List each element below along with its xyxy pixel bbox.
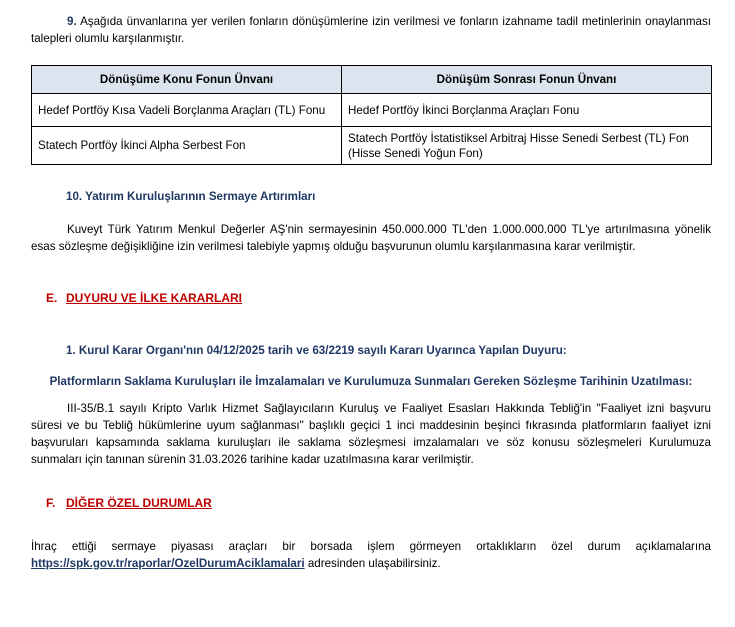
- section-f-text-after: adresinden ulaşabilirsiniz.: [304, 557, 441, 570]
- item10-paragraph: Kuveyt Türk Yatırım Menkul Değerler AŞ'nin sermayesinin 450.000.000 TL'den 1.000.000.000 TL'ye artırılmasına yönelik esas sözleşme değişikliğine izin verilmesi talebiyle yapmış olduğu başvurunun olumlu karşılanmasına karar verilmiştir.: [31, 223, 711, 253]
- section-e-sub1: 1. Kurul Karar Organı'nın 04/12/2025 tarih ve 63/2219 sayılı Kararı Uyarınca Yapılan Duyuru:: [66, 344, 567, 357]
- table-header-cell: Dönüşüm Sonrası Fonun Ünvanı: [342, 66, 712, 94]
- table-header-cell: Dönüşüme Konu Fonun Ünvanı: [32, 66, 342, 94]
- table-row: [32, 127, 712, 165]
- section-e-label: E.: [46, 291, 58, 305]
- table-cell: Statech Portföy İstatistiksel Arbitraj Hisse Senedi Serbest (TL) Fon (Hisse Senedi Yoğun Fon): [342, 127, 712, 165]
- section-e-paragraph: III-35/B.1 sayılı Kripto Varlık Hizmet Sağlayıcıların Kuruluş ve Faaliyet Esasları Hakkında Tebliğ'in "Faaliyet izni başvuru süresi ve bu Tebliğ hükümlerine uyum sağlanması" başlıklı geçici 1 inci maddesinin beşinci fıkrasında platformların faaliyet izni başvuruları kapsamında saklama kuruluşları ile saklama sözleşmesi imzalamaları ve söz konusu sözleşmeleri Kurulumuza sunmaları için tanınan sürenin 31.03.2026 tarihine kadar uzatılmasına karar verilmiştir.: [31, 402, 711, 466]
- section-f-text-before: İhraç ettiği sermaye piyasası araçları bir borsada işlem görmeyen ortaklıkların özel durum açıklamalarına: [31, 540, 711, 553]
- table-cell: Hedef Portföy İkinci Borçlanma Araçları Fonu: [342, 94, 712, 127]
- section-f-title: DİĞER ÖZEL DURUMLAR: [66, 496, 212, 510]
- section-e-title: DUYURU VE İLKE KARARLARI: [66, 291, 243, 305]
- fund-conversion-table: [31, 65, 712, 165]
- table-cell: Hedef Portföy Kısa Vadeli Borçlanma Araçları (TL) Fonu: [32, 94, 342, 127]
- section-f-label: F.: [46, 496, 56, 510]
- section-f-paragraph: [31, 538, 711, 572]
- table-row: [32, 94, 712, 127]
- item9-number: 9.: [67, 15, 77, 28]
- ozel-durum-link[interactable]: https://spk.gov.tr/raporlar/OzelDurumAciklamalari: [31, 557, 305, 570]
- section-e-heading: [46, 291, 243, 305]
- item9-paragraph: [31, 13, 711, 47]
- section-f-heading: [46, 496, 212, 510]
- section-e-sub2: Platformların Saklama Kuruluşları ile İmzalamaları ve Kurulumuza Sunmaları Gereken Sözleşme Tarihinin Uzatılması:: [49, 375, 693, 388]
- table-header-row: [32, 66, 712, 94]
- table-cell: Statech Portföy İkinci Alpha Serbest Fon: [32, 127, 342, 165]
- item9-text: Aşağıda ünvanlarına yer verilen fonların dönüşümlerine izin verilmesi ve fonların izahname tadil metinlerinin onaylanması talepleri olumlu karşılanmıştır.: [31, 15, 711, 45]
- item10-heading: 10. Yatırım Kuruluşlarının Sermaye Artırımları: [66, 190, 316, 203]
